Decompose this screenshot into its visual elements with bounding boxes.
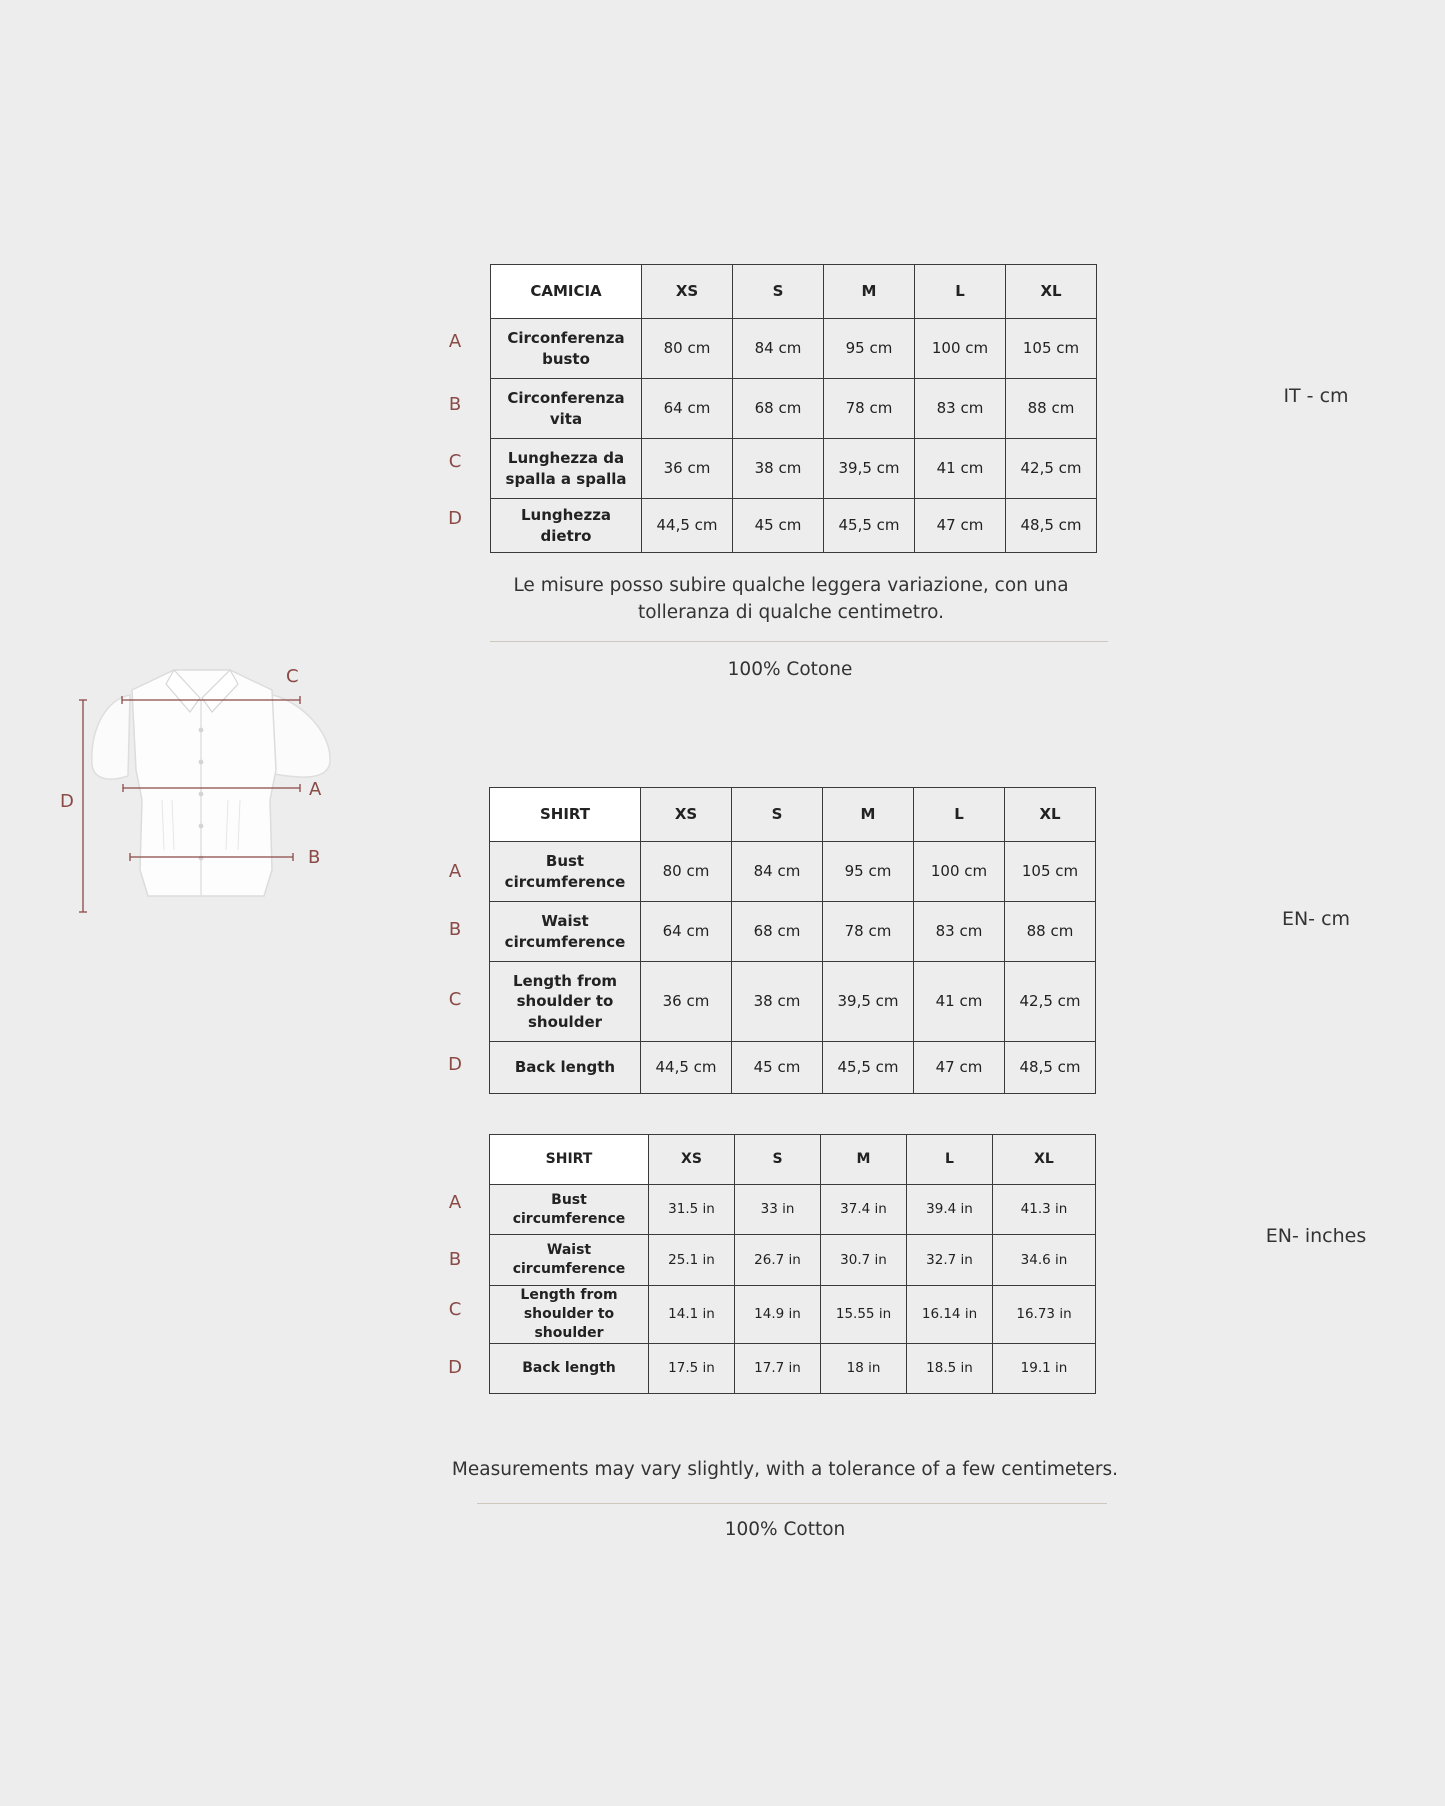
row-letter-c: C: [448, 989, 462, 1010]
table-row: [490, 962, 1096, 1042]
table-cell: 45 cm: [733, 499, 824, 553]
table-header-size: S: [733, 265, 824, 319]
table-row: [490, 902, 1096, 962]
table-cell: 95 cm: [823, 842, 914, 902]
row-label: Bust circumference: [490, 1185, 649, 1235]
row-letter-a: A: [448, 861, 462, 882]
table-cell: 39,5 cm: [824, 439, 915, 499]
table-cell: 64 cm: [642, 379, 733, 439]
table-cell: 41.3 in: [993, 1185, 1096, 1235]
diagram-label-c: C: [286, 666, 299, 687]
table-row: [490, 842, 1096, 902]
diagram-label-b: B: [308, 847, 321, 868]
table-cell: 36 cm: [641, 962, 732, 1042]
size-table-it-cm: [490, 264, 1097, 553]
table-cell: 41 cm: [915, 439, 1006, 499]
table-cell: 32.7 in: [907, 1235, 993, 1286]
table-cell: 18.5 in: [907, 1343, 993, 1393]
unit-label-en-cm: EN- cm: [1281, 908, 1351, 930]
row-label: Waist circumference: [490, 1235, 649, 1286]
row-letter-d: D: [448, 508, 462, 529]
size-table-en-cm: [489, 787, 1096, 1094]
unit-label-en-inches: EN- inches: [1265, 1225, 1367, 1247]
table-cell: 45,5 cm: [823, 1042, 914, 1094]
row-label: Circonferenza vita: [491, 379, 642, 439]
table-cell: 84 cm: [732, 842, 823, 902]
material-note-en: 100% Cotton: [724, 1519, 846, 1540]
table-cell: 38 cm: [732, 962, 823, 1042]
table-header-size: L: [915, 265, 1006, 319]
row-letter-b: B: [448, 394, 462, 415]
row-letter-b: B: [448, 919, 462, 940]
table-cell: 64 cm: [641, 902, 732, 962]
row-label: Length from shoulder to shoulder: [490, 1286, 649, 1344]
table-cell: 14.9 in: [735, 1286, 821, 1344]
divider: [477, 1503, 1107, 1504]
table-cell: 47 cm: [915, 499, 1006, 553]
table-cell: 68 cm: [732, 902, 823, 962]
table-row: [490, 1343, 1096, 1393]
table-cell: 25.1 in: [649, 1235, 735, 1286]
table-header-size: XL: [993, 1135, 1096, 1185]
table-cell: 19.1 in: [993, 1343, 1096, 1393]
table-cell: 34.6 in: [993, 1235, 1096, 1286]
table-cell: 48,5 cm: [1006, 499, 1097, 553]
table-header-size: S: [735, 1135, 821, 1185]
table-header-size: M: [821, 1135, 907, 1185]
table-cell: 84 cm: [733, 319, 824, 379]
table-cell: 17.7 in: [735, 1343, 821, 1393]
table-header-size: XL: [1005, 788, 1096, 842]
table-cell: 39.4 in: [907, 1185, 993, 1235]
table-header-size: XS: [641, 788, 732, 842]
row-label: Circonferenza busto: [491, 319, 642, 379]
table-cell: 16.73 in: [993, 1286, 1096, 1344]
table-header-size: M: [823, 788, 914, 842]
table-cell: 45 cm: [732, 1042, 823, 1094]
table-cell: 80 cm: [642, 319, 733, 379]
unit-label-it-cm: IT - cm: [1283, 385, 1349, 407]
row-letter-d: D: [448, 1357, 462, 1378]
table-cell: 44,5 cm: [642, 499, 733, 553]
table-cell: 33 in: [735, 1185, 821, 1235]
table-cell: 30.7 in: [821, 1235, 907, 1286]
table-cell: 39,5 cm: [823, 962, 914, 1042]
table-cell: 18 in: [821, 1343, 907, 1393]
row-letter-a: A: [448, 331, 462, 352]
table-row: [491, 379, 1097, 439]
table-row: [491, 439, 1097, 499]
table-cell: 100 cm: [914, 842, 1005, 902]
table-cell: 41 cm: [914, 962, 1005, 1042]
table-cell: 78 cm: [824, 379, 915, 439]
table-cell: 88 cm: [1005, 902, 1096, 962]
table-cell: 83 cm: [914, 902, 1005, 962]
table-cell: 26.7 in: [735, 1235, 821, 1286]
table-cell: 42,5 cm: [1005, 962, 1096, 1042]
row-letter-d: D: [448, 1054, 462, 1075]
row-label: Bust circumference: [490, 842, 641, 902]
table-cell: 31.5 in: [649, 1185, 735, 1235]
table-cell: 105 cm: [1006, 319, 1097, 379]
row-label: Back length: [490, 1042, 641, 1094]
table-cell: 15.55 in: [821, 1286, 907, 1344]
table-row: [490, 1185, 1096, 1235]
table-cell: 45,5 cm: [824, 499, 915, 553]
table-cell: 95 cm: [824, 319, 915, 379]
diagram-label-a: A: [309, 779, 322, 800]
table-cell: 68 cm: [733, 379, 824, 439]
table-header-size: XL: [1006, 265, 1097, 319]
table-cell: 80 cm: [641, 842, 732, 902]
table-header-size: XS: [649, 1135, 735, 1185]
table-cell: 47 cm: [914, 1042, 1005, 1094]
table-row: [491, 499, 1097, 553]
table-cell: 105 cm: [1005, 842, 1096, 902]
tolerance-note-it: Le misure posso subire qualche leggera variazione, con una tolleranza di qualche centimetro.: [513, 575, 1069, 623]
divider: [490, 641, 1108, 642]
table-header-size: XS: [642, 265, 733, 319]
table-cell: 16.14 in: [907, 1286, 993, 1344]
table-header-garment: CAMICIA: [491, 265, 642, 319]
table-cell: 48,5 cm: [1005, 1042, 1096, 1094]
table-cell: 37.4 in: [821, 1185, 907, 1235]
shirt-icon: [50, 650, 350, 930]
diagram-label-d: D: [60, 791, 74, 812]
row-label: Back length: [490, 1343, 649, 1393]
row-letter-c: C: [448, 1299, 462, 1320]
row-label: Lunghezza dietro: [491, 499, 642, 553]
shirt-diagram: [50, 650, 350, 930]
table-cell: 88 cm: [1006, 379, 1097, 439]
row-label: Lunghezza da spalla a spalla: [491, 439, 642, 499]
table-header-size: L: [914, 788, 1005, 842]
table-row: [490, 1042, 1096, 1094]
table-row: [490, 1235, 1096, 1286]
row-label: Waist circumference: [490, 902, 641, 962]
table-cell: 78 cm: [823, 902, 914, 962]
table-cell: 83 cm: [915, 379, 1006, 439]
table-cell: 14.1 in: [649, 1286, 735, 1344]
table-header-size: S: [732, 788, 823, 842]
table-cell: 100 cm: [915, 319, 1006, 379]
size-table-en-inches: [489, 1134, 1096, 1394]
row-letter-a: A: [448, 1192, 462, 1213]
table-cell: 42,5 cm: [1006, 439, 1097, 499]
table-header-garment: SHIRT: [490, 1135, 649, 1185]
row-label: Length from shoulder to shoulder: [490, 962, 641, 1042]
material-note-it: 100% Cotone: [727, 659, 853, 680]
table-cell: 36 cm: [642, 439, 733, 499]
table-cell: 17.5 in: [649, 1343, 735, 1393]
table-row: [490, 1286, 1096, 1344]
table-row: [491, 319, 1097, 379]
tolerance-note-en: Measurements may vary slightly, with a tolerance of a few centimeters.: [451, 1459, 1119, 1480]
table-header-garment: SHIRT: [490, 788, 641, 842]
row-letter-c: C: [448, 451, 462, 472]
table-header-size: M: [824, 265, 915, 319]
table-header-size: L: [907, 1135, 993, 1185]
table-cell: 38 cm: [733, 439, 824, 499]
row-letter-b: B: [448, 1249, 462, 1270]
table-cell: 44,5 cm: [641, 1042, 732, 1094]
